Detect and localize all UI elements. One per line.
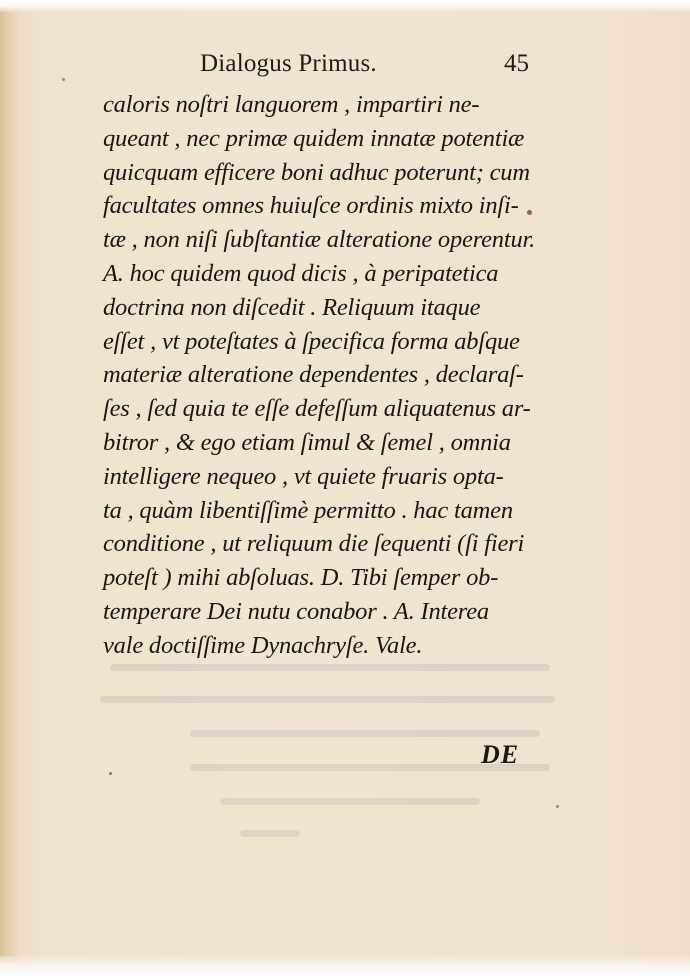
- text-line: materiæ alteratione dependentes , declaraſ-: [103, 361, 524, 389]
- text-line: caloris noſtri languorem , impartiri ne-: [103, 91, 480, 118]
- catchword: DE: [481, 740, 520, 769]
- text-line: ſes , ſed quia te eſſe defeſſum aliquatenus ar-: [103, 395, 531, 423]
- ink-speck: [556, 805, 559, 808]
- text-line: ta , quàm libentiſſimè permitto . hac tamen: [103, 496, 513, 524]
- show-through-line: [190, 730, 540, 737]
- text-line: temperare Dei nutu conabor . A. Interea: [103, 597, 489, 625]
- text-line: poteſt ) mihi abſoluas. D. Tibi ſemper ob-: [103, 564, 499, 592]
- text-line: conditione , ut reliquum die ſequenti (ſi fieri: [103, 530, 525, 558]
- body-text: [103, 88, 573, 663]
- text-line: tæ , non niſi ſubſtantiæ alteratione operentur.: [103, 226, 536, 254]
- text-line: eſſet , vt poteſtates à ſpecifica forma abſque: [103, 327, 520, 355]
- text-line: facultates omnes huiuſce ordinis mixto inſi-: [103, 192, 519, 220]
- text-line: intelligere nequeo , vt quiete fruaris opta-: [103, 462, 504, 490]
- page-header: [0, 50, 690, 90]
- show-through-line: [100, 696, 555, 703]
- text-line: doctrina non diſcedit . Reliquum itaque: [103, 293, 481, 321]
- text-line: bitror , & ego etiam ſimul & ſemel , omnia: [103, 428, 511, 456]
- show-through-line: [220, 798, 480, 805]
- page-top-edge: [0, 0, 690, 12]
- text-line: A. hoc quidem quod dicis , à peripatetica: [103, 259, 499, 287]
- text-line: vale doctiſſime Dynachryſe. Vale.: [103, 631, 423, 659]
- text-line: quicquam efficere boni adhuc poterunt; cum: [103, 158, 530, 186]
- text-line: queant , nec primæ quidem innatæ potentiæ: [103, 124, 525, 152]
- ink-speck: [109, 772, 112, 775]
- ink-speck: [527, 210, 532, 215]
- show-through-line: [110, 664, 550, 671]
- page-bottom-edge: [0, 955, 690, 976]
- running-head: Dialogus Primus.: [200, 50, 377, 77]
- ink-speck: [62, 78, 65, 81]
- page-gutter-shadow: [0, 12, 20, 956]
- page-number: 45: [504, 50, 529, 77]
- show-through-line: [240, 830, 300, 837]
